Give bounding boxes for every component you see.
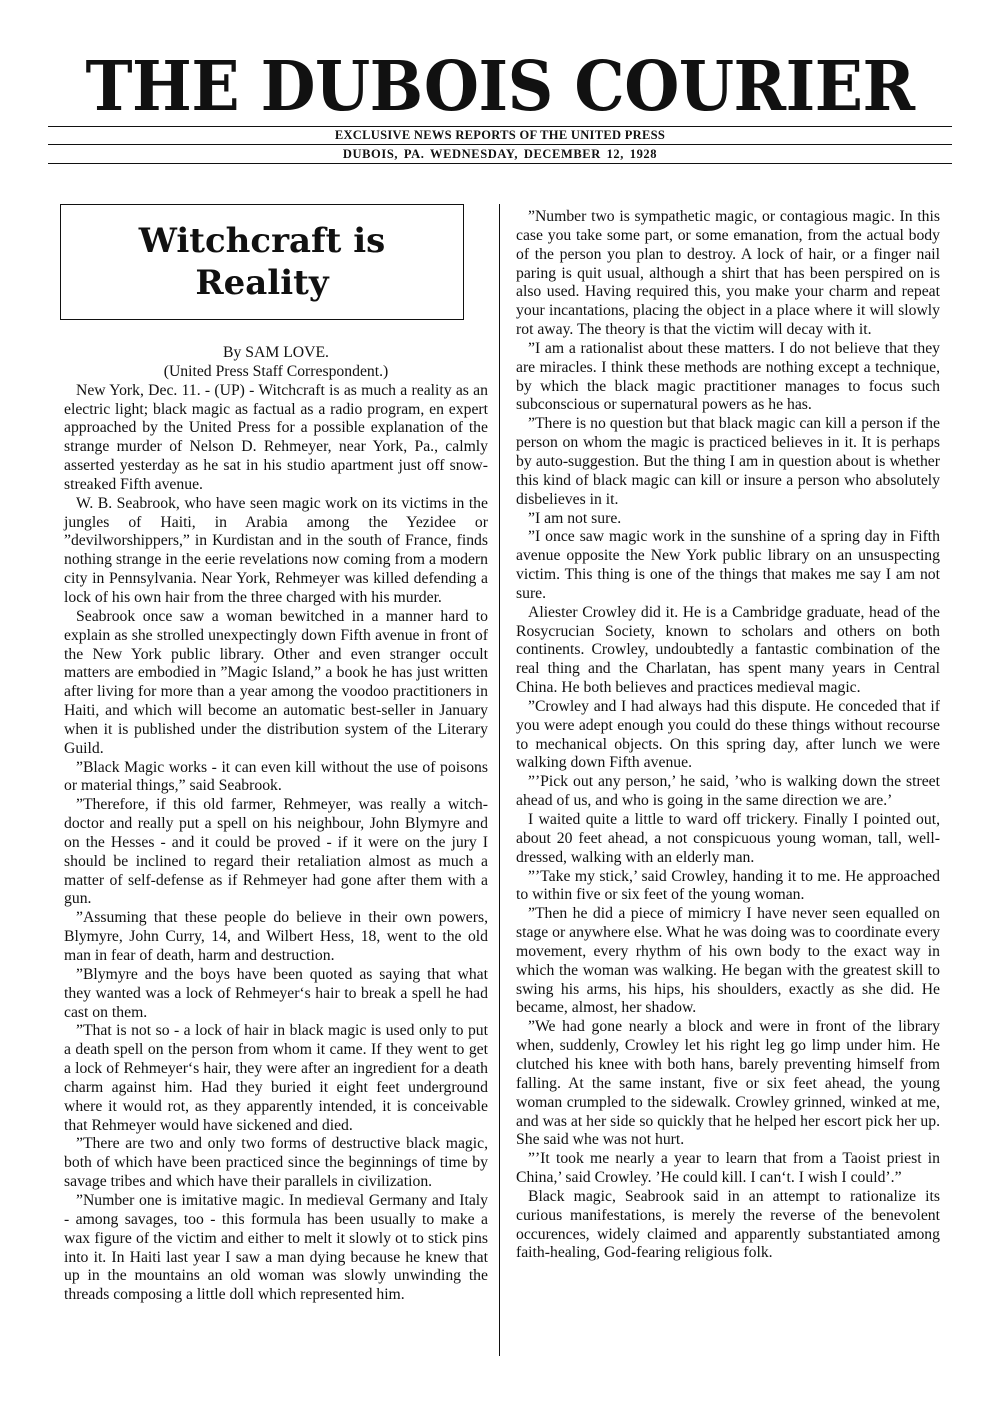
article-paragraph: ”’Take my stick,’ said Crowley, handing it to me. He approached to within five or six feet of the young woman. — [516, 867, 940, 904]
article-paragraph: ”Blymyre and the boys have been quoted as saying that what they wanted was a lock of Rehmeyer‘s hair to break a spell he had cast on them. — [64, 965, 488, 1021]
article-headline: Witchcraft is Reality — [138, 221, 386, 303]
masthead-dateline: DUBOIS, PA. WEDNESDAY, DECEMBER 12, 1928 — [342, 147, 658, 161]
article-paragraph: ”There is no question but that black magic can kill a person if the person on whom the magic is practiced believes in it. It is perhaps by auto-suggestion. But the thing I am in question about is whether this kind of black magic can kill or insure a person who absolutely disbelieves in it. — [516, 415, 940, 508]
article-paragraph: ”Therefore, if this old farmer, Rehmeyer, was really a witch-doctor and really put a spell on his neighbour, John Blymyre and on the Hesses - and it could be proved - if it were on the jury I should be inclined to regard their retaliation almost as much a matter of self-defense as if Rehmeyer had gone after them with a gun. — [64, 796, 488, 908]
masthead — [48, 48, 952, 164]
article-paragraph: ”Assuming that these people do believe in their own powers, Blymyre, John Curry, 14, and Wilbert Hess, 18, went to the old man in fear of death, harm and destruction. — [64, 909, 488, 964]
headline-box — [60, 204, 464, 320]
newspaper-title: THE DUBOIS COURIER — [85, 47, 915, 127]
article-byline: By SAM LOVE. — [223, 344, 329, 361]
article-paragraph: ”I once saw magic work in the sunshine of a spring day in Fifth avenue opposite the New York public library on an unsuspecting victim. This thing is one of the things that makes me say I am not sure. — [516, 528, 940, 602]
article-paragraph: ”There are two and only two forms of destructive black magic, both of which have been practiced since the beginnings of time by savage tribes and which have their parallels in civilization. — [64, 1135, 488, 1191]
article-credit: (United Press Staff Correspondent.) — [163, 362, 389, 380]
article-paragraph: ”That is not so - a lock of hair in black magic is used only to put a death spell on the person from whom it came. If they went to get a lock of Rehmeyer‘s hair, they were after an ingredient for a death charm against him. Had they buried it eight feet underground where it would rot, as they apparently intended, it is conceivable that Rehmeyer would have sickened and died. — [64, 1022, 488, 1134]
article-paragraph: New York, Dec. 11. - (UP) - Witchcraft is as much a reality as an electric light; black magic as factual as a radio program, en expert approached by the United Press for a possible explanation of the strange murder of Nelson D. Rehmeyer, near York, Pa., calmly asserted yesterday as he sat in his studio apartment just off snow-streaked Fifth avenue. — [64, 381, 488, 493]
article-paragraph: ”Number two is sympathetic magic, or contagious magic. In this case you take some part, or some emanation, from the actual body of the person you plan to destroy. A lock of hair, or a finger nail paring is quit usual, although a shirt that has been perspired on is also used. Having required this, you make your charm and repeat your incantations, placing the object in a place where it will slowly rot away. The theory is that the victim will decay with it. — [516, 208, 940, 339]
article-paragraph: ”Crowley and I had always had this dispute. He conceded that if you were adept enough you could do these things without recourse to mechanical objects. On this spring day, after lunch we were walking down Fifth avenue. — [516, 697, 940, 772]
masthead-rule-bottom — [48, 163, 952, 164]
column-divider — [499, 204, 500, 1356]
article-paragraph: ”’Pick out any person,’ he said, ’who is walking down the street ahead of us, and who is going in the same direction we are.’ — [516, 773, 940, 810]
article-column-right — [516, 208, 940, 1263]
article-paragraph: I waited quite a little to ward off trickery. Finally I pointed out, about 20 feet ahead, a not conspicuous young woman, tall, well-dressed, walking with an elderly man. — [516, 811, 940, 866]
article-paragraph: Seabrook once saw a woman bewitched in a manner hard to explain as she strolled unexpectingly down Fifth avenue in front of the New York public library. Other and even stranger occult matters are embodied in ”Magic Island,” a book he has just written after living for more than a year among the voodoo practitioners in Haiti, and which will become an automatic best-seller in January when it is published under the distribution system of the Literary Guild. — [64, 607, 488, 757]
article-paragraph: Aliester Crowley did it. He is a Cambridge graduate, head of the Rosycrucian Society, known to scholars and others on both continents. Crowley, undoubtedly a fantastic combination of the real thing and the Charlatan, has spent many years in Central China. He both believes and practices medieval magic. — [516, 603, 940, 697]
article-paragraph: ”’It took me nearly a year to learn that from a Taoist priest in China,’ said Crowley. ’He could kill. I can‘t. I wish I could’.” — [516, 1150, 940, 1187]
article-column-left — [64, 208, 488, 1305]
article-paragraph: ”We had gone nearly a block and were in front of the library when, suddenly, Crowley let his right leg go limp under him. He clutched his knee with both hans, barely preventing himself from falling. At the same instant, five or six feet ahead, the young woman crumpled to the sidewalk. Crowley grinned, winked at me, and was at her side so quickly that he helped her escort pick her up. She said whe was not hurt. — [516, 1018, 940, 1149]
article-paragraph: ”I am not sure. — [528, 509, 622, 527]
masthead-subtitle: EXCLUSIVE NEWS REPORTS OF THE UNITED PRESS — [334, 128, 666, 142]
article-paragraph: ”Black Magic works - it can even kill without the use of poisons or material things,” said Seabrook. — [64, 758, 488, 795]
article-paragraph: ”Number one is imitative magic. In medieval Germany and Italy - among savages, too - this formula has been usually to make a wax figure of the victim and either to melt it slowly ot to stick pins into it. In Haiti last year I saw a man dying because he knew that up in the mountains an old woman was slowly unwinding the threads composing a little doll which represented him. — [64, 1191, 488, 1304]
article-paragraph: ”Then he did a piece of mimicry I have never seen equalled on stage or anywhere else. What he was doing was to coordinate every movement, every rhythm of his own body to the exact way in which the woman was walking. He began with the greatest skill to swing his arms, his hips, his shoulders, exactly as she did. He became, almost, her shadow. — [516, 905, 940, 1017]
article-paragraph: Black magic, Seabrook said in an attempt to rationalize its curious manifestations, is merely the reverse of the benevolent occurences, widely claimed and apparently substantiated among faith-healing, God-fearing religious folk. — [516, 1187, 940, 1262]
article-paragraph: ”I am a rationalist about these matters. I do not believe that they are miracles. I think these methods are nothing except a technique, by which the black magic practitioner manages to focus such subconscious or supernatural powers as he has. — [516, 339, 940, 414]
article-paragraph: W. B. Seabrook, who have seen magic work on its victims in the jungles of Haiti, in Arabia among the Yezidee or ”devilworshippers,” in Kurdistan and in the south of France, finds nothing strange in the eerie revelations now coming from a modern city in Pennsylvania. Near York, Rehmeyer was killed defending a lock of his own hair from the three charged with his murder. — [64, 494, 488, 606]
